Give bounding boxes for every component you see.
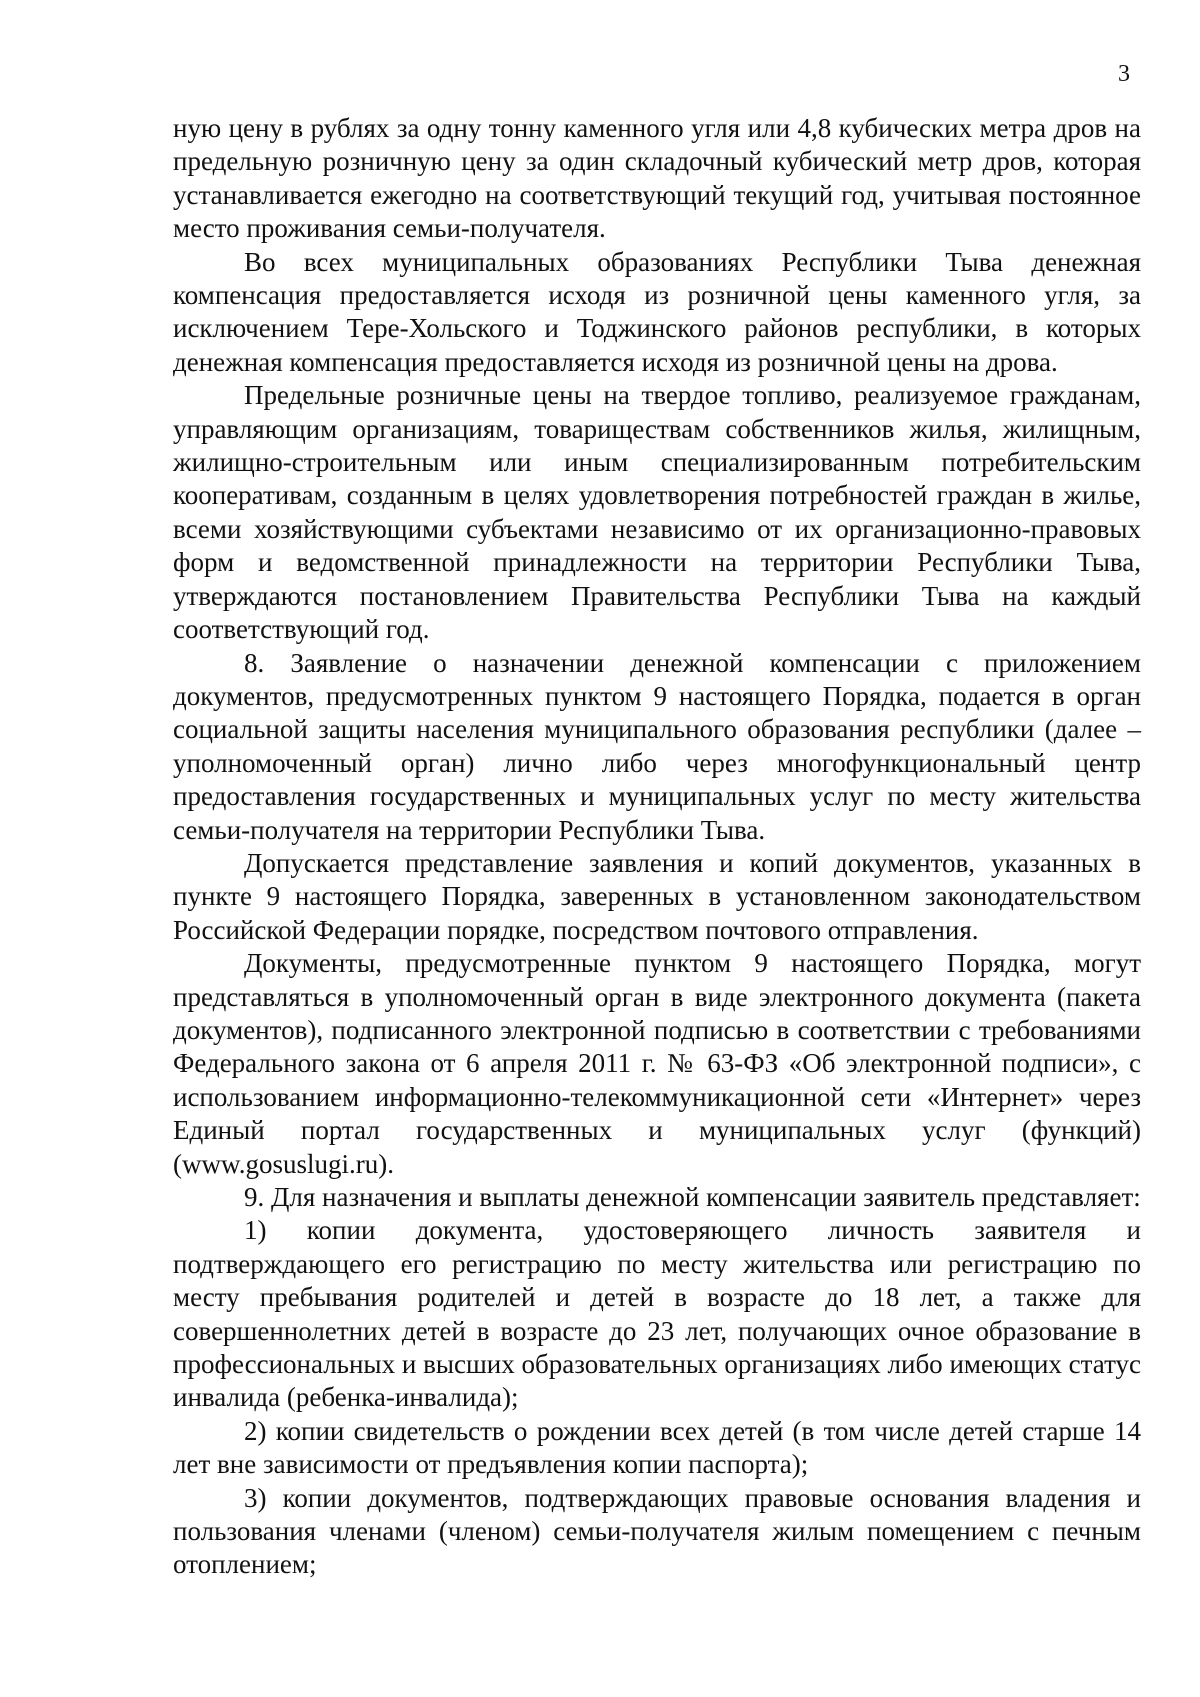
list-item-1-identity-copies: 1) копии документа, удостоверяющего личность заявителя и подтверждающего его регистрацию по месту жительства или регистрацию по месту пребывания родителей и детей в возрасте до 18 лет, а также для совершеннолетних детей в возрасте до 23 лет, получающих очное образование в профессиональных и высших образовательных организациях либо имеющих статус инвалида (ребенка-инвалида); [173, 1215, 1141, 1413]
paragraph-item-9-documents: 9. Для назначения и выплаты денежной компенсации заявитель представляет: [244, 1182, 1141, 1212]
page-number: 3 [1118, 61, 1130, 87]
document-body [173, 112, 1141, 1582]
paragraph-item-8-application: 8. Заявление о назначении денежной компенсации с приложением документов, предусмотренных пунктом 9 настоящего Порядка, подается в орган социальной защиты населения муниципального образования республики (далее – уполномоченный орган) лично либо через многофункциональный центр предоставления государственных и муниципальных услуг по месту жительства семьи-получателя на территории Республики Тыва. [173, 647, 1141, 845]
paragraph-postal-submission: Допускается представление заявления и копий документов, указанных в пункте 9 настоящего Порядка, заверенных в установленном законодательством Российской Федерации порядке, посредством почтового отправления. [173, 847, 1141, 945]
paragraph-continuation: ную цену в рублях за одну тонну каменного угля или 4,8 кубических метра дров на предельную розничную цену за один складочный кубический метр дров, которая устанавливается ежегодно на соответствующий текущий год, учитывая постоянное место проживания семьи-получателя. [173, 113, 1141, 244]
paragraph-compensation-basis: Во всех муниципальных образованиях Республики Тыва денежная компенсация предоставляется исходя из розничной цены каменного угля, за исключением Тере-Хольского и Тоджинского районов республики, в которых денежная компенсация предоставляется исходя из розничной цены на дрова. [173, 246, 1141, 377]
paragraph-electronic-submission: Документы, предусмотренные пунктом 9 настоящего Порядка, могут представляться в уполномоченный орган в виде электронного документа (пакета документов), подписанного электронной подписью в соответствии с требованиями Федерального закона от 6 апреля 2011 г. № 63-ФЗ «Об электронной подписи», с использованием информационно-телекоммуникационной сети «Интернет» через Единый портал государственных и муниципальных услуг (функций) (www.gosuslugi.ru). [173, 948, 1141, 1179]
list-item-2-birth-certificates: 2) копии свидетельств о рождении всех детей (в том числе детей старше 14 лет вне зависимости от предъявления копии паспорта); [173, 1415, 1141, 1480]
paragraph-price-limits: Предельные розничные цены на твердое топливо, реализуемое гражданам, управляющим организациям, товариществам собственников жилья, жилищным, жилищно-строительным или иным специализированным потребительским кооперативам, созданным в целях удовлетворения потребностей граждан в жилье, всеми хозяйствующими субъектами независимо от их организационно-правовых форм и ведомственной принадлежности на территории Республики Тыва, утверждаются постановлением Правительства Республики Тыва на каждый соответствующий год. [173, 380, 1141, 645]
list-item-3-housing-documents: 3) копии документов, подтверждающих правовые основания владения и пользования членами (членом) семьи-получателя жилым помещением с печным отоплением; [173, 1482, 1141, 1580]
